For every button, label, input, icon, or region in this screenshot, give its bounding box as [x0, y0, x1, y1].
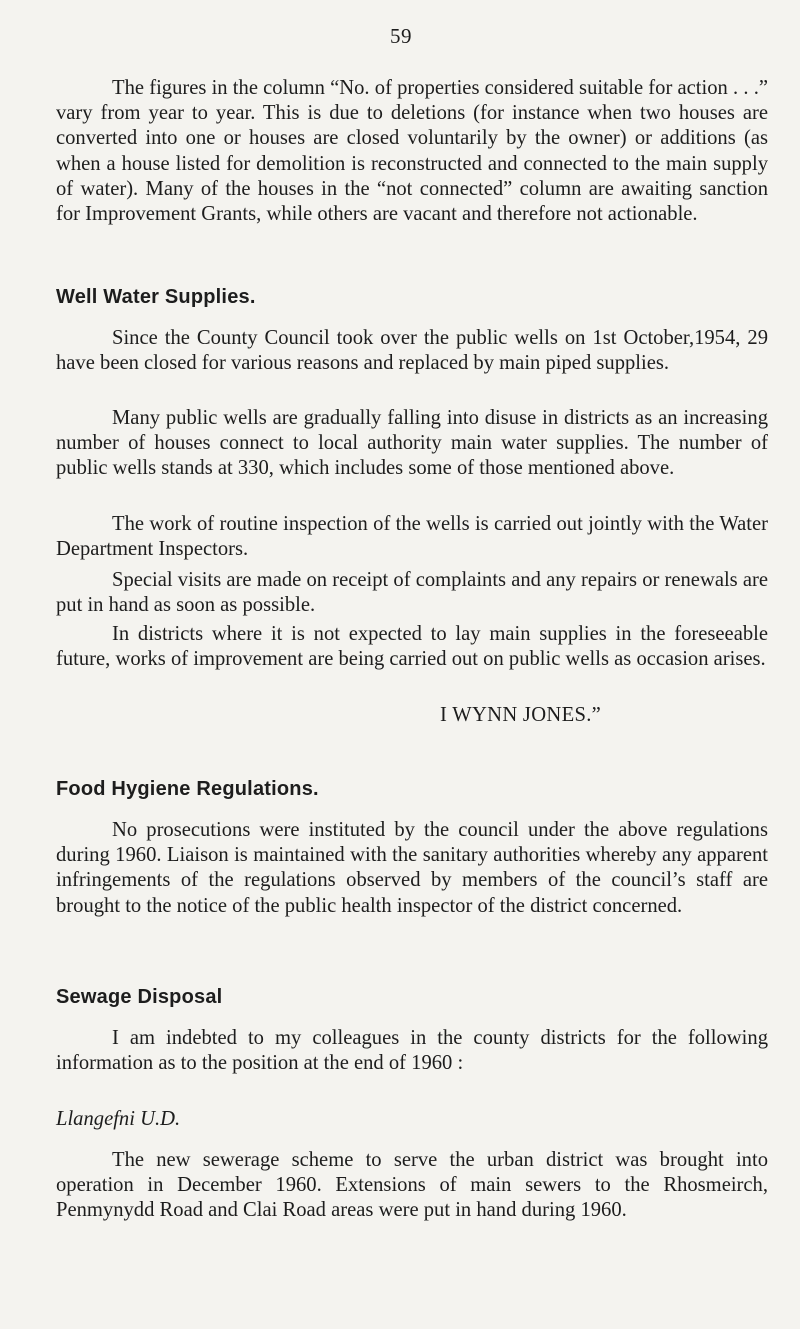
well-water-paragraph-5: In districts where it is not expected to lay main supplies in the foreseeable future, works of improvement are being carried out on public wells as occasion arises.: [56, 623, 768, 671]
sewage-paragraph: I am indebted to my colleagues in the county districts for the following information as to the position at the end of 1960 :: [56, 1027, 768, 1075]
well-water-paragraph-3: The work of routine inspection of the wells is carried out jointly with the Water Department Inspectors.: [56, 513, 768, 561]
intro-paragraph: The figures in the column “No. of properties considered suitable for action . . .” vary from year to year. This is due to deletions (for instance when two houses are converted into one or houses are closed voluntarily by the owner) or additions (as when a house listed for demolition is reconstructed and connected to the main supply of water). Many of the houses in the “not connected” column are awaiting sanction for Improvement Grants, while others are vacant and therefore not actionable.: [56, 77, 768, 226]
well-water-paragraph-4: Special visits are made on receipt of complaints and any repairs or renewals are put in hand as soon as possible.: [56, 569, 768, 617]
llangefni-subheading: Llangefni U.D.: [56, 1108, 181, 1130]
well-water-paragraph-2: Many public wells are gradually falling into disuse in districts as an increasing number of houses connect to local authority main water supplies. The number of public wells stands at 330, which includes some of those mentioned above.: [56, 407, 768, 480]
sewage-heading: Sewage Disposal: [56, 986, 223, 1008]
well-water-heading: Well Water Supplies.: [56, 286, 256, 308]
page-number: 59: [390, 24, 412, 48]
food-hygiene-paragraph: No prosecutions were instituted by the council under the above regulations during 1960. Liaison is maintained with the sanitary authorities whereby any apparent infringements of the regulations observed by members of the council’s staff are brought to the notice of the public health inspector of the district concerned.: [56, 819, 768, 917]
llangefni-paragraph: The new sewerage scheme to serve the urban district was brought into operation in December 1960. Extensions of main sewers to the Rhosmeirch, Penmynydd Road and Clai Road areas were put in hand during 1960.: [56, 1149, 768, 1222]
signature: I WYNN JONES.”: [440, 704, 602, 726]
well-water-paragraph-1: Since the County Council took over the public wells on 1st October,1954, 29 have been closed for various reasons and replaced by main piped supplies.: [56, 327, 768, 375]
food-hygiene-heading: Food Hygiene Regulations.: [56, 778, 319, 800]
